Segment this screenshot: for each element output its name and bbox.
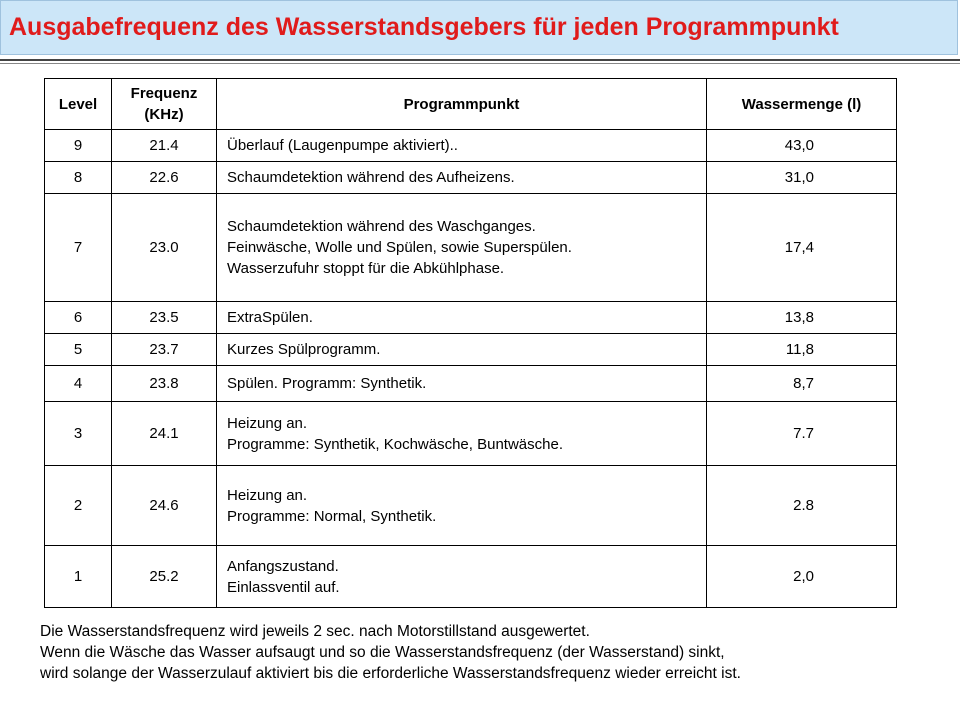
program-line: Heizung an. [227,486,308,504]
program-line: Heizung an. [227,414,308,432]
table-row [45,334,897,366]
frequency-cell: 25.2 [112,546,217,608]
program-line: Schaumdetektion während des Aufheizens. [227,169,515,186]
program-line: Schaumdetektion während des Waschganges. [227,218,536,235]
level-cell: 3 [45,402,112,466]
program-line: Programme: Synthetik, Kochwäsche, Buntwäsche. [227,435,563,453]
frequency-cell: 24.6 [112,466,217,546]
frequency-cell: 23.0 [112,194,217,302]
table-row [45,466,897,546]
header-frequency [112,79,217,130]
program-cell [217,334,707,366]
level-cell: 5 [45,334,112,366]
volume-cell: 43,0 [707,130,897,162]
program-line: ExtraSpülen. [227,309,313,326]
frequency-cell: 23.5 [112,302,217,334]
title-divider [0,59,960,61]
volume-cell: 2,0 [707,546,897,608]
volume-cell: 8,7 [707,366,897,402]
program-line: Programme: Normal, Synthetik. [227,507,437,525]
header-volume: Wassermenge (l) [707,79,897,130]
volume-cell: 17,4 [707,194,897,302]
level-cell: 2 [45,466,112,546]
table-row [45,162,897,194]
program-cell [217,402,707,466]
program-cell [217,302,707,334]
program-cell [217,194,707,302]
table-body [45,130,897,608]
table-row [45,194,897,302]
table-header-row [45,79,897,130]
frequency-cell: 21.4 [112,130,217,162]
level-cell: 4 [45,366,112,402]
program-line: Einlassventil auf. [227,578,340,596]
program-cell [217,466,707,546]
level-cell: 7 [45,194,112,302]
table-row [45,546,897,608]
frequency-cell: 23.8 [112,366,217,402]
level-cell: 1 [45,546,112,608]
note-line: Die Wasserstandsfrequenz wird jeweils 2 sec. nach Motorstillstand ausgewertet. [40,623,590,640]
program-line: Überlauf (Laugenpumpe aktiviert).. [227,137,458,154]
program-line: Wasserzufuhr stoppt für die Abkühlphase. [227,260,505,277]
program-cell [217,546,707,608]
header-level: Level [45,79,112,130]
page-title: Ausgabefrequenz des Wasserstandsgebers für jeden Programmpunkt [9,13,839,41]
level-cell: 8 [45,162,112,194]
title-divider-thin [0,63,960,64]
frequency-table [44,78,897,608]
header-frequency-line2: (KHz) [144,106,184,123]
program-line: Kurzes Spülprogramm. [227,341,381,358]
volume-cell: 31,0 [707,162,897,194]
table-row [45,366,897,402]
program-line: Feinwäsche, Wolle und Spülen, sowie Superspülen. [227,239,572,256]
table-row [45,130,897,162]
program-cell [217,130,707,162]
note-line: Wenn die Wäsche das Wasser aufsaugt und so die Wasserstandsfrequenz (der Wasserstand) sinkt, [40,644,725,661]
volume-cell: 7.7 [707,402,897,466]
header-program: Programmpunkt [217,79,707,130]
program-cell [217,366,707,402]
program-line: Spülen. Programm: Synthetik. [227,375,427,392]
program-cell [217,162,707,194]
note-line: wird solange der Wasserzulauf aktiviert bis die erforderliche Wasserstandsfrequenz wieder erreicht ist. [40,665,741,682]
frequency-cell: 23.7 [112,334,217,366]
header-frequency-line1: Frequenz [130,85,198,102]
footnotes [40,621,940,684]
program-line: Anfangszustand. [227,557,339,575]
table-row [45,402,897,466]
level-cell: 9 [45,130,112,162]
frequency-cell: 22.6 [112,162,217,194]
frequency-cell: 24.1 [112,402,217,466]
volume-cell: 2.8 [707,466,897,546]
volume-cell: 13,8 [707,302,897,334]
title-bar [0,0,958,55]
level-cell: 6 [45,302,112,334]
volume-cell: 11,8 [707,334,897,366]
table-row [45,302,897,334]
